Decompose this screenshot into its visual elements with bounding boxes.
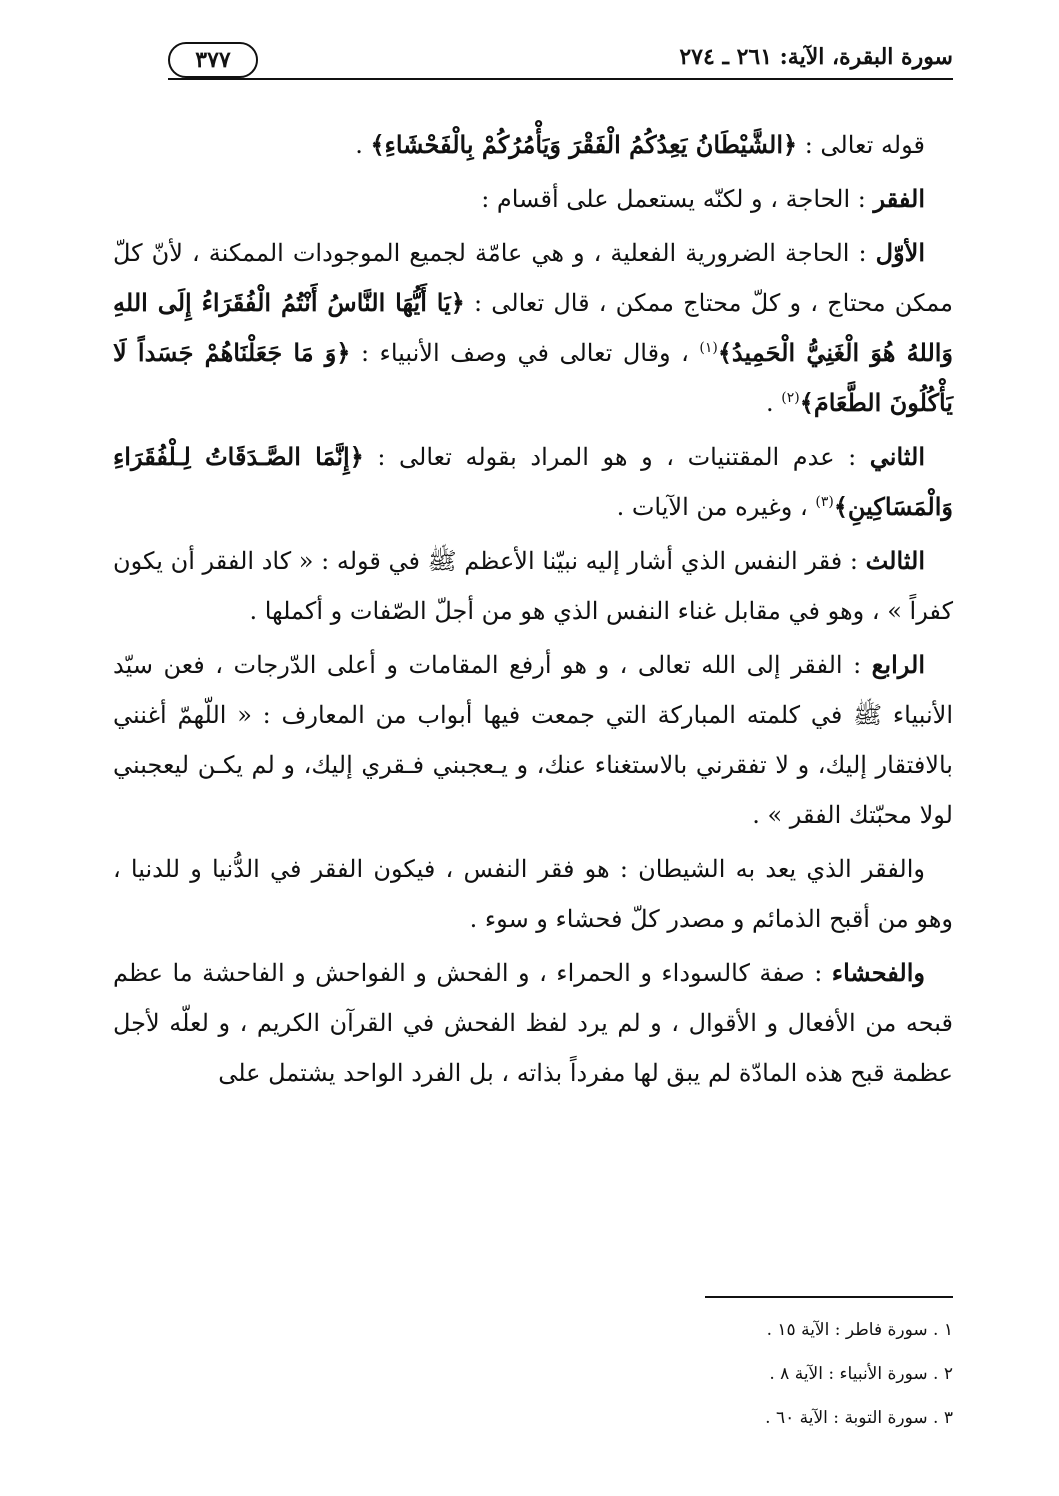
footnote-ref[interactable]: (٢)	[781, 390, 800, 406]
third-type-text: : فقر النفس الذي أشار إليه نبيّنا الأعظم ﷺ في قوله : « كاد الفقر أن يكون كفراً » ، وهو في مقابل غناء النفس الذي هو من أجلّ الصّفات و أكملها .	[113, 547, 953, 625]
term-faqr: الفقر	[873, 184, 925, 213]
page-number-badge: ٣٧٧	[168, 42, 258, 78]
quran-verse: ﴿يَا أَيُّهَا النَّاسُ أَنْتُمُ الْفُقَرَاءُ إِلَى اللهِ وَاللهُ هُوَ الْغَنِيُّ الْحَمِيدُ﴾	[113, 288, 954, 367]
footnote-ref[interactable]: (٣)	[815, 494, 834, 510]
first-type-text: ، وقال تعالى في وصف الأنبياء :	[350, 339, 700, 367]
term-fahsha: والفحشاء	[831, 958, 925, 987]
paragraph-fahsha	[113, 948, 953, 1098]
second-type-text: : عدم المقتنيات ، و هو المراد بقوله تعالى :	[363, 443, 870, 471]
quran-verse: ﴿إِنَّمَا الصَّـدَقَاتُ لِـلْفُقَرَاءِ وَالْمَسَاكِينِ﴾	[113, 442, 953, 521]
paragraph-second-type	[113, 432, 953, 532]
quran-verse: ﴿وَ مَا جَعَلْنَاهُمْ جَسَداً لَا يَأْكُلُونَ الطَّعَامَ﴾	[113, 338, 953, 417]
fourth-type-text: : الفقر إلى الله تعالى ، و هو أرفع المقامات و أعلى الدّرجات ، فعن سيّد الأنبياء ﷺ في كلمته المباركة التي جمعت فيها أبواب من المعارف : « اللّهمّ أغنني بالافتقار إليك، و لا تفقرني بالاستغناء عنك، و يـعجبني فـقري إليك، و لم يكـن ليعجبني لولا محبّتك الفقر » .	[113, 651, 953, 829]
verse-intro-tail: .	[355, 131, 371, 159]
paragraph-third-type	[113, 536, 953, 636]
fahsha-text: : صفة كالسوداء و الحمراء ، و الفحش و الفواحش و الفاحشة ما عظم قبحه من الأفعال و الأقوال ، و لم يرد لفظ الفحش في القرآن الكريم ، و لعلّه لأجل عظمة قبح هذه المادّة لم يبق لها مفرداً بذاته ، بل الفرد الواحد يشتمل على	[113, 959, 953, 1087]
paragraph-fourth-type	[113, 640, 953, 840]
paragraph-definition	[113, 174, 953, 224]
main-text	[113, 120, 953, 1102]
term-third: الثالث	[865, 546, 925, 575]
footnote-item: ٢ . سورة الأنبياء : الآية ٨ .	[769, 1364, 953, 1384]
second-type-text: ، وغيره من الآيات .	[616, 493, 816, 521]
verse-intro-text: قوله تعالى :	[797, 131, 925, 159]
satan-poverty-text: والفقر الذي يعد به الشيطان : هو فقر النفس ، فيكون الفقر في الدُّنيا و للدنيا ، وهو من أقبح الذمائم و مصدر كلّ فحشاء و سوء .	[113, 855, 953, 933]
footnote-ref[interactable]: (١)	[699, 340, 718, 356]
first-type-text: : الحاجة الضرورية الفعلية ، و هي عامّة لجميع الموجودات الممكنة ، لأنّ كلّ ممكن محتاج ، و كلّ محتاج ممكن ، قال تعالى :	[113, 239, 953, 317]
footnotes	[253, 1308, 953, 1440]
paragraph-satan-poverty	[113, 844, 953, 944]
running-header	[168, 38, 953, 80]
definition-text: : الحاجة ، و لكنّه يستعمل على أقسام :	[481, 185, 874, 213]
paragraph-first-type	[113, 228, 953, 428]
term-fourth: الرابع	[871, 650, 925, 679]
footnote-item: ٣ . سورة التوبة : الآية ٦٠ .	[765, 1408, 953, 1428]
header-title: سورة البقرة، الآية: ٢٦١ ـ ٢٧٤	[679, 44, 953, 70]
first-type-tail: .	[766, 389, 782, 417]
term-second: الثاني	[869, 442, 926, 471]
term-first: الأوّل	[875, 238, 925, 267]
quran-verse: ﴿الشَّيْطَانُ يَعِدُكُمُ الْفَقْرَ وَيَأْمُرُكُمْ بِالْفَحْشَاءِ﴾	[370, 130, 798, 159]
footnote-item: ١ . سورة فاطر : الآية ١٥ .	[766, 1320, 953, 1340]
paragraph-verse-intro	[113, 120, 953, 170]
footnote-divider	[705, 1296, 953, 1298]
